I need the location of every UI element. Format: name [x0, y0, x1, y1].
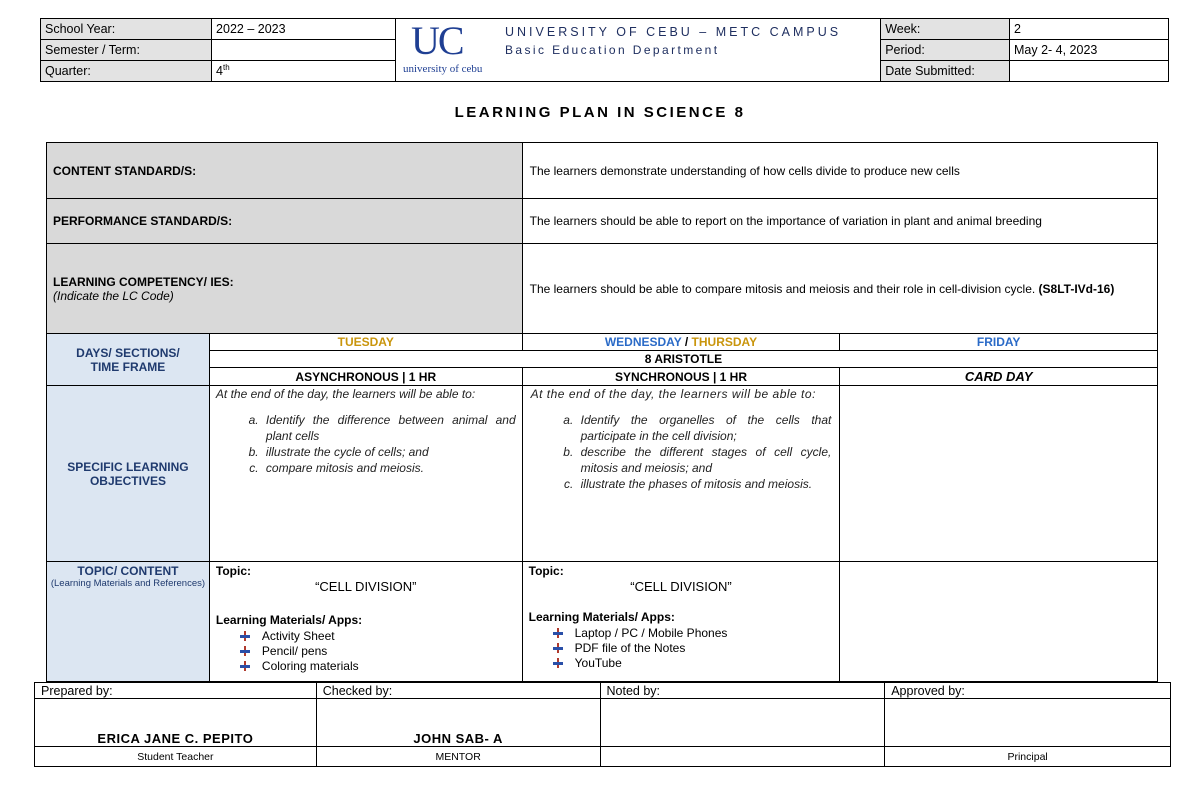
- arrow-bullet-icon: [553, 658, 563, 668]
- semester-label: Semester / Term:: [41, 40, 212, 61]
- material-item: [551, 641, 834, 656]
- material-text: Laptop / PC / Mobile Phones: [574, 626, 728, 640]
- competency-note: (Indicate the LC Code): [53, 288, 174, 303]
- approved-by-role: Principal: [885, 747, 1171, 767]
- objectives-wednesday: [522, 386, 840, 562]
- arrow-bullet-icon: [240, 661, 250, 671]
- competency-text: The learners should be able to compare mitosis and meiosis and their role in cell-division cycle.: [529, 281, 1036, 296]
- topic-title: “CELL DIVISION”: [630, 579, 732, 594]
- topic-tuesday: [209, 562, 522, 682]
- university-logo: [403, 18, 503, 79]
- objectives-intro: At the end of the day, the learners will be able to:: [215, 387, 476, 401]
- period-value: May 2- 4, 2023: [1009, 40, 1168, 61]
- logo-caption: university of cebu: [403, 63, 483, 75]
- topic-sublabel: (Learning Materials and References): [50, 578, 206, 589]
- material-item: [551, 656, 834, 671]
- approved-by-name: [885, 699, 1171, 747]
- checked-by-role: MENTOR: [316, 747, 600, 767]
- quarter-value: [212, 61, 396, 82]
- objectives-list: [216, 412, 516, 476]
- checked-by-label: Checked by:: [316, 683, 600, 699]
- arrow-bullet-icon: [553, 643, 563, 653]
- objectives-friday: [840, 386, 1158, 562]
- page-title: LEARNING PLAN IN SCIENCE 8: [454, 104, 746, 121]
- learning-plan-table: [46, 142, 1158, 682]
- objectives-list: [531, 412, 832, 492]
- topic-label-text: TOPIC/ CONTENT: [77, 564, 179, 578]
- topic-friday: [840, 562, 1158, 682]
- objective-item: c. compare mitosis and meiosis.: [262, 460, 516, 476]
- university-header: [393, 19, 875, 82]
- university-name: UNIVERSITY OF CEBU – METC CAMPUS: [505, 25, 842, 39]
- logo-mark: UC: [411, 18, 463, 63]
- objective-item: a. Identify the organelles of the cells that participate in the cell division;: [577, 412, 832, 444]
- day-friday: FRIDAY: [840, 334, 1158, 351]
- department-name: Basic Education Department: [505, 43, 720, 57]
- materials-heading: Learning Materials/ Apps:: [215, 613, 363, 627]
- days-sections-label: DAYS/ SECTIONS/ TIME FRAME: [47, 334, 210, 386]
- topic-title: “CELL DIVISION”: [315, 579, 417, 594]
- day-wednesday-thursday: [522, 334, 840, 351]
- objective-item: b. illustrate the cycle of cells; and: [262, 444, 516, 460]
- prepared-by-role: Student Teacher: [35, 747, 317, 767]
- school-year-label: School Year:: [41, 19, 212, 40]
- arrow-bullet-icon: [553, 628, 563, 638]
- learning-competency-value: [522, 244, 1157, 334]
- content-standard-label: CONTENT STANDARD/S:: [47, 143, 523, 199]
- objectives-intro: At the end of the day, the learners will be able to:: [530, 387, 816, 401]
- noted-by-role: [600, 747, 885, 767]
- materials-heading: Learning Materials/ Apps:: [528, 610, 675, 624]
- performance-standard-value: The learners should be able to report on the importance of variation in plant and animal breeding: [522, 199, 1157, 244]
- checked-by-name: JOHN SAB- A: [316, 699, 600, 747]
- quarter-label: Quarter:: [41, 61, 212, 82]
- objectives-label: SPECIFIC LEARNING OBJECTIVES: [47, 386, 210, 562]
- arrow-bullet-icon: [240, 646, 250, 656]
- material-text: Pencil/ pens: [261, 644, 328, 658]
- material-text: Activity Sheet: [261, 629, 335, 643]
- signature-table: [34, 682, 1171, 767]
- mode-card-day: CARD DAY: [840, 368, 1158, 386]
- material-text: PDF file of the Notes: [574, 641, 686, 655]
- materials-list: [216, 629, 516, 674]
- objectives-tuesday: [209, 386, 522, 562]
- school-year-value: 2022 – 2023: [212, 19, 396, 40]
- quarter-number: 4: [216, 64, 223, 79]
- day-separator: /: [681, 335, 692, 349]
- quarter-suffix: th: [223, 63, 230, 73]
- material-text: Coloring materials: [261, 659, 359, 673]
- date-submitted-label: Date Submitted:: [881, 61, 1010, 82]
- topic-content-label: [47, 562, 210, 682]
- objective-item: a. Identify the difference between animal and plant cells: [262, 412, 516, 444]
- week-value: 2: [1009, 19, 1168, 40]
- date-submitted-value: [1009, 61, 1168, 82]
- prepared-by-name: ERICA JANE C. PEPITO: [35, 699, 317, 747]
- day-tuesday: TUESDAY: [209, 334, 522, 351]
- objective-item: b. describe the different stages of cell cycle, mitosis and meiosis; and: [577, 444, 832, 476]
- noted-by-label: Noted by:: [600, 683, 885, 699]
- topic-heading: Topic:: [215, 564, 252, 578]
- material-text: YouTube: [574, 656, 622, 670]
- competency-label-text: LEARNING COMPETENCY/ IES:: [53, 274, 234, 289]
- topic-heading: Topic:: [528, 564, 564, 578]
- noted-by-name: [600, 699, 885, 747]
- week-label: Week:: [881, 19, 1010, 40]
- material-item: [551, 626, 834, 641]
- mode-synchronous: SYNCHRONOUS | 1 HR: [522, 368, 840, 386]
- mode-asynchronous: ASYNCHRONOUS | 1 HR: [209, 368, 522, 386]
- material-item: [238, 644, 516, 659]
- section-name: 8 ARISTOTLE: [209, 351, 1157, 368]
- materials-list: [529, 626, 834, 671]
- arrow-bullet-icon: [240, 631, 250, 641]
- approved-by-label: Approved by:: [885, 683, 1171, 699]
- performance-standard-label: PERFORMANCE STANDARD/S:: [47, 199, 523, 244]
- semester-value: [212, 40, 396, 61]
- material-item: [238, 629, 516, 644]
- day-thursday: THURSDAY: [691, 335, 758, 349]
- day-wednesday: WEDNESDAY: [604, 335, 682, 349]
- competency-code: (S8LT-IVd-16): [1038, 281, 1115, 296]
- content-standard-value: The learners demonstrate understanding of how cells divide to produce new cells: [522, 143, 1157, 199]
- prepared-by-label: Prepared by:: [35, 683, 317, 699]
- period-label: Period:: [881, 40, 1010, 61]
- material-item: [238, 659, 516, 674]
- objective-item: c. illustrate the phases of mitosis and meiosis.: [577, 476, 832, 492]
- learning-competency-label: [47, 244, 523, 334]
- topic-wednesday: [522, 562, 840, 682]
